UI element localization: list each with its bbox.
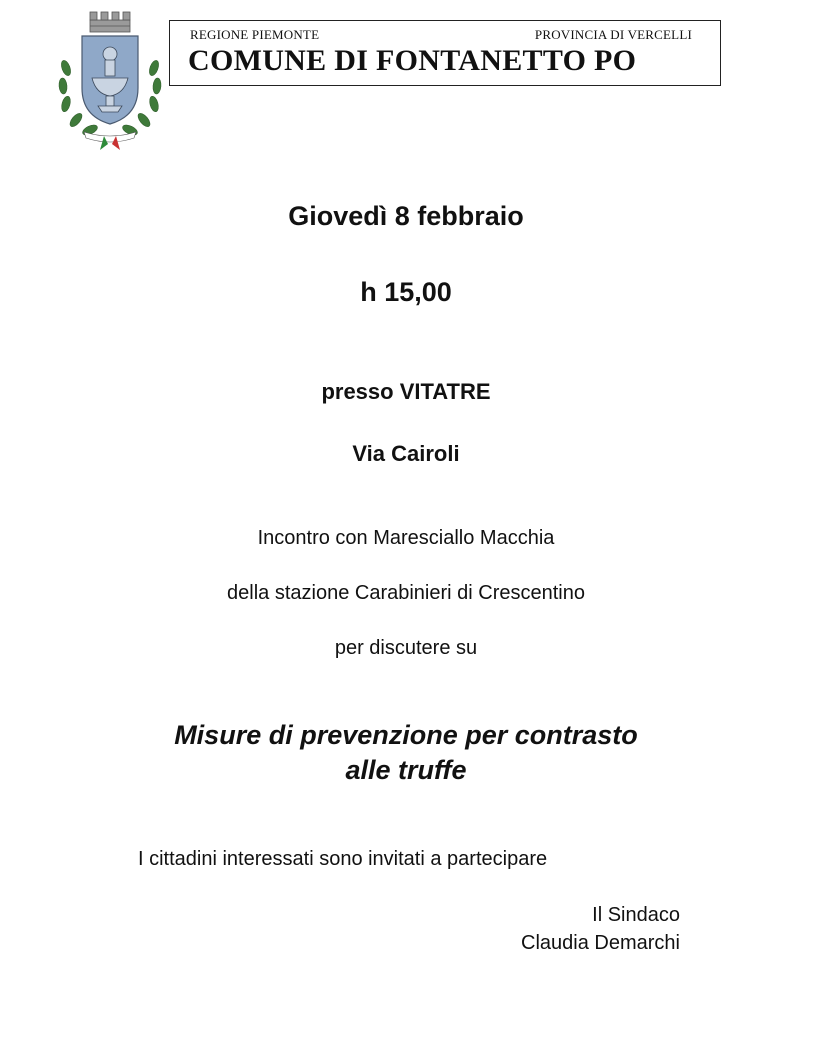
municipality-name: COMUNE DI FONTANETTO PO [188, 44, 637, 77]
municipal-crest-icon [54, 8, 166, 152]
province-name: PROVINCIA DI VERCELLI [534, 27, 692, 42]
municipality-header [169, 20, 721, 86]
body-line-2: della stazione Carabinieri di Crescentino [227, 582, 585, 604]
signature-name: Claudia Demarchi [521, 932, 680, 954]
event-date: Giovedì 8 febbraio [288, 201, 524, 231]
topic-line-1: Misure di prevenzione per contrasto [174, 720, 638, 750]
signature-role: Il Sindaco [592, 904, 680, 926]
body-line-3: per discutere su [334, 637, 478, 659]
body-line-1: Incontro con Maresciallo Macchia [257, 527, 555, 549]
region-name: REGIONE PIEMONTE [190, 27, 320, 42]
invitation-text: I cittadini interessati sono invitati a partecipare [138, 848, 548, 870]
event-venue: presso VITATRE [321, 379, 491, 404]
event-street: Via Cairoli [352, 441, 460, 466]
topic-line-2: alle truffe [345, 755, 467, 785]
event-time: h 15,00 [360, 277, 452, 307]
